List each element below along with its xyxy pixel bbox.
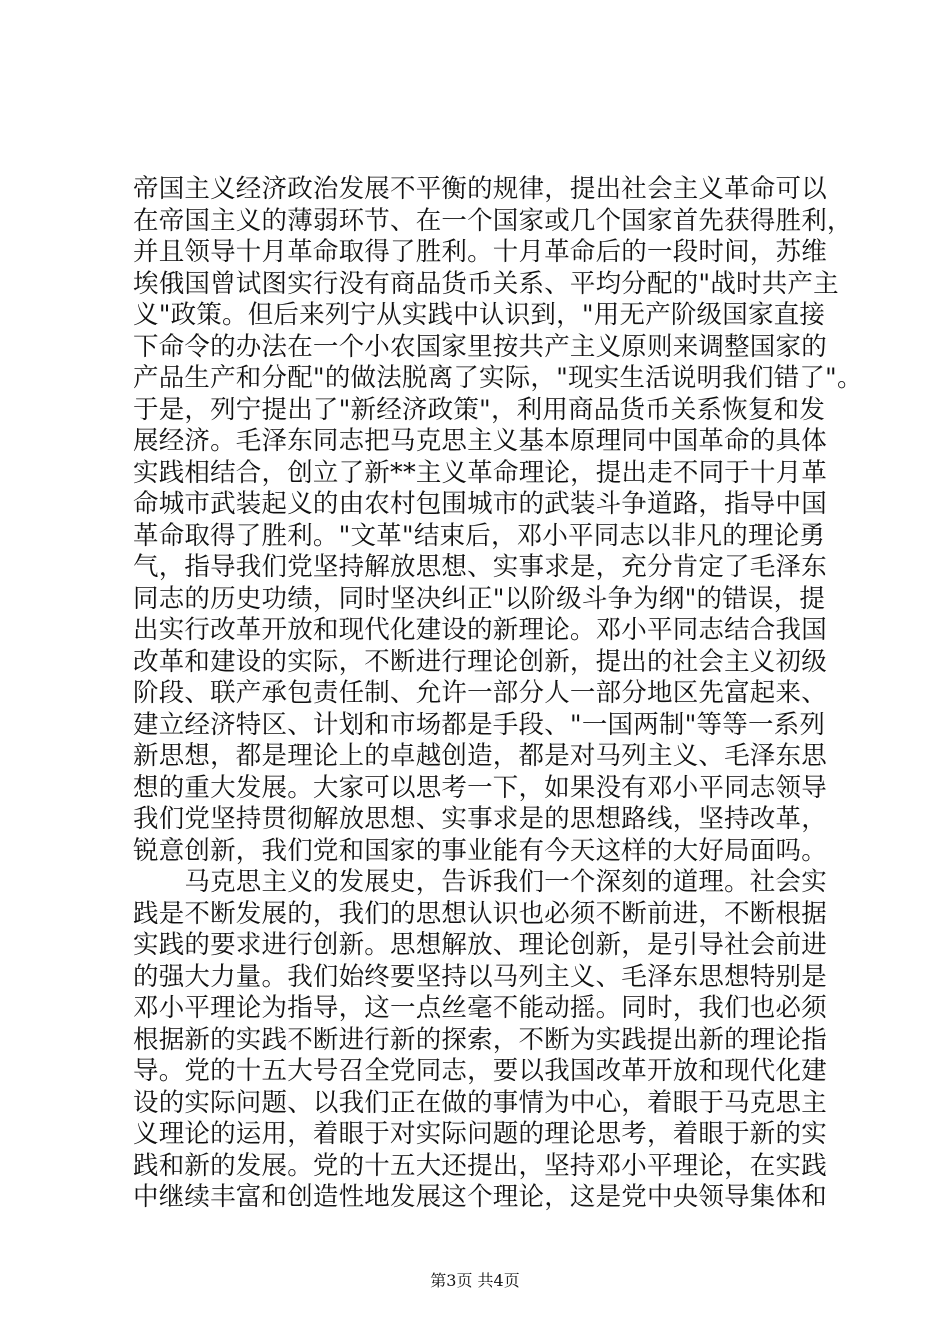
text-line: 出实行改革开放和现代化建设的新理论。邓小平同志结合我国 bbox=[133, 615, 827, 645]
text-line: 实践的要求进行创新。思想解放、理论创新，是引导社会前进 bbox=[133, 930, 827, 960]
text-line: 实践相结合，创立了新**主义革命理论，提出走不同于十月革 bbox=[133, 457, 828, 488]
text-line: 在帝国主义的薄弱环节、在一个国家或几个国家首先获得胜利， bbox=[133, 205, 853, 236]
text-line: 革命取得了胜利。"文革"结束后，邓小平同志以非凡的理论勇 bbox=[133, 520, 826, 551]
text-line: 导。党的十五大号召全党同志，要以我国改革开放和现代化建 bbox=[133, 1056, 827, 1086]
text-line: 埃俄国曾试图实行没有商品货币关系、平均分配的"战时共产主 bbox=[133, 268, 839, 299]
paragraph-start-line: 马克思主义的发展史，告诉我们一个深刻的道理。社会实 bbox=[133, 867, 827, 897]
text-line: 践是不断发展的，我们的思想认识也必须不断前进，不断根据 bbox=[133, 898, 827, 929]
text-line: 于是，列宁提出了"新经济政策"，利用商品货币关系恢复和发 bbox=[133, 394, 826, 425]
text-line: 新思想，都是理论上的卓越创造，都是对马列主义、毛泽东思 bbox=[133, 741, 827, 771]
text-line: 命城市武装起义的由农村包围城市的武装斗争道路，指导中国 bbox=[133, 489, 827, 519]
text-line: 建立经济特区、计划和市场都是手段、"一国两制"等等一系列 bbox=[133, 709, 826, 740]
text-line: 锐意创新，我们党和国家的事业能有今天这样的大好局面吗。 bbox=[133, 835, 827, 866]
text-line: 并且领导十月革命取得了胜利。十月革命后的一段时间，苏维 bbox=[133, 237, 827, 267]
text-line: 义理论的运用，着眼于对实际问题的理论思考，着眼于新的实 bbox=[133, 1119, 827, 1149]
text-line: 展经济。毛泽东同志把马克思主义基本原理同中国革命的具体 bbox=[133, 426, 827, 456]
text-line: 根据新的实践不断进行新的探索，不断为实践提出新的理论指 bbox=[133, 1024, 827, 1055]
text-line: 改革和建设的实际，不断进行理论创新，提出的社会主义初级 bbox=[133, 646, 827, 677]
text-line: 气，指导我们党坚持解放思想、实事求是，充分肯定了毛泽东 bbox=[133, 552, 827, 582]
text-line: 同志的历史功绩，同时坚决纠正"以阶级斗争为纲"的错误，提 bbox=[133, 583, 826, 614]
text-line: 想的重大发展。大家可以思考一下，如果没有邓小平同志领导 bbox=[133, 772, 827, 803]
body-text bbox=[133, 174, 863, 1214]
text-line: 产品生产和分配"的做法脱离了实际，"现实生活说明我们错了"。 bbox=[133, 363, 863, 393]
text-line: 我们党坚持贯彻解放思想、实事求是的思想路线，坚持改革， bbox=[133, 804, 827, 834]
text-line: 下命令的办法在一个小农国家里按共产主义原则来调整国家的 bbox=[133, 331, 827, 362]
text-line: 义"政策。但后来列宁从实践中认识到，"用无产阶级国家直接 bbox=[133, 300, 826, 330]
text-line: 践和新的发展。党的十五大还提出，坚持邓小平理论，在实践 bbox=[133, 1150, 827, 1181]
text-line: 阶段、联产承包责任制、允许一部分人一部分地区先富起来、 bbox=[133, 678, 827, 708]
text-line: 帝国主义经济政治发展不平衡的规律，提出社会主义革命可以 bbox=[133, 174, 827, 204]
text-line: 设的实际问题、以我们正在做的事情为中心，着眼于马克思主 bbox=[133, 1087, 827, 1118]
text-line: 的强大力量。我们始终要坚持以马列主义、毛泽东思想特别是 bbox=[133, 961, 827, 992]
text-line: 中继续丰富和创造性地发展这个理论，这是党中央领导集体和 bbox=[133, 1182, 827, 1212]
page-number-footer: 第3页 共4页 bbox=[430, 1271, 520, 1290]
text-line: 邓小平理论为指导，这一点丝毫不能动摇。同时，我们也必须 bbox=[133, 993, 827, 1023]
